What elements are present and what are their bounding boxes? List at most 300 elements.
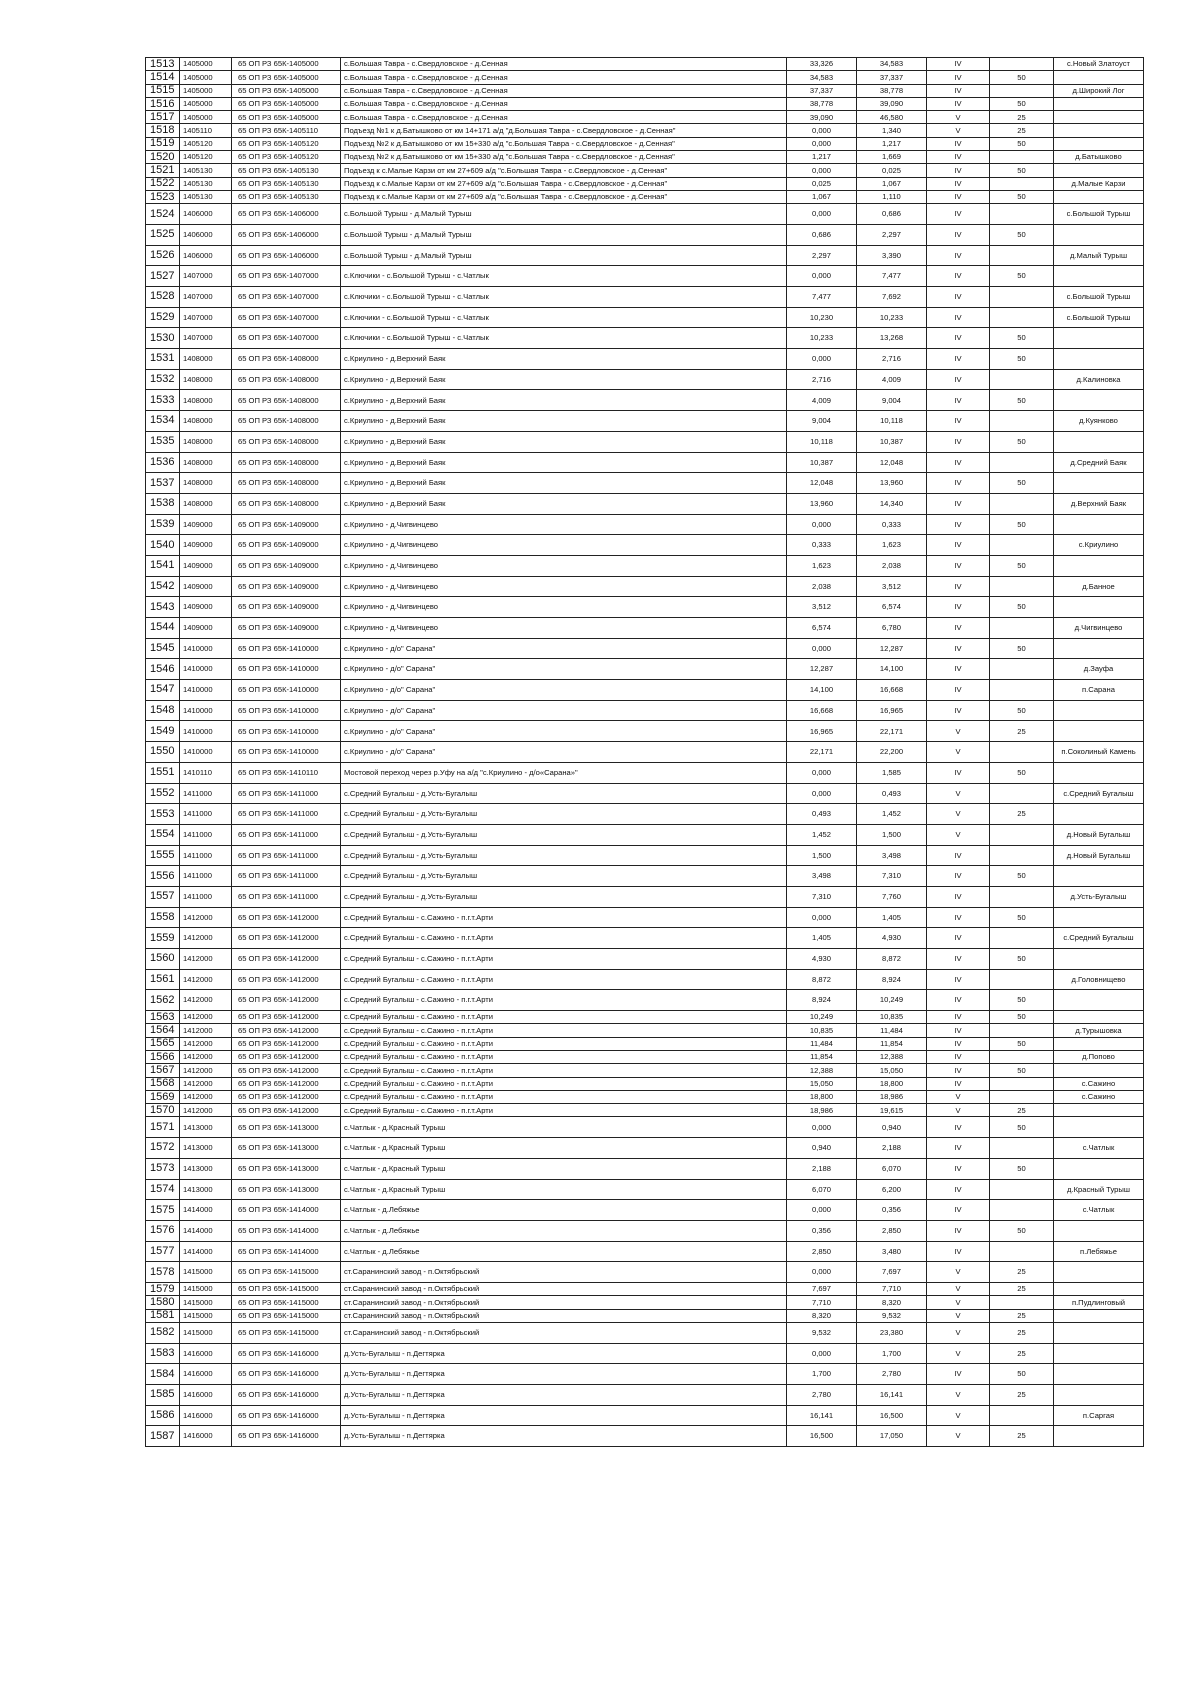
- road-code-cell: 65 ОП РЗ 65К-1411000: [232, 783, 341, 804]
- km-end-cell: 16,141: [857, 1384, 927, 1405]
- table-row: [146, 1309, 1144, 1322]
- row-number-cell: 1561: [146, 969, 180, 990]
- km-start-cell: 38,778: [787, 97, 857, 110]
- table-row: [146, 514, 1144, 535]
- km-end-cell: 16,965: [857, 700, 927, 721]
- road-category-cell: IV: [927, 97, 990, 110]
- table-row: [146, 824, 1144, 845]
- settlement-cell: [1054, 1364, 1144, 1385]
- speed-limit-cell: 50: [990, 328, 1054, 349]
- speed-limit-cell: [990, 1077, 1054, 1090]
- table-row: [146, 111, 1144, 124]
- km-end-cell: 0,686: [857, 204, 927, 225]
- speed-limit-cell: 50: [990, 137, 1054, 150]
- table-row: [146, 473, 1144, 494]
- speed-limit-cell: [990, 369, 1054, 390]
- road-code-cell: 65 ОП РЗ 65К-1416000: [232, 1405, 341, 1426]
- road-id-cell: 1405000: [180, 111, 232, 124]
- row-number-cell: 1581: [146, 1309, 180, 1322]
- table-row: [146, 1024, 1144, 1037]
- settlement-cell: с.Сажино: [1054, 1077, 1144, 1090]
- settlement-cell: п.Соколиный Камень: [1054, 742, 1144, 763]
- km-start-cell: 0,000: [787, 514, 857, 535]
- road-category-cell: V: [927, 804, 990, 825]
- km-start-cell: 16,668: [787, 700, 857, 721]
- km-start-cell: 1,700: [787, 1364, 857, 1385]
- row-number-cell: 1531: [146, 349, 180, 370]
- row-number-cell: 1579: [146, 1282, 180, 1295]
- settlement-cell: с.Чатлык: [1054, 1200, 1144, 1221]
- speed-limit-cell: [990, 452, 1054, 473]
- speed-limit-cell: 50: [990, 349, 1054, 370]
- speed-limit-cell: [990, 1179, 1054, 1200]
- road-category-cell: IV: [927, 886, 990, 907]
- row-number-cell: 1584: [146, 1364, 180, 1385]
- table-row: [146, 1117, 1144, 1138]
- table-row: [146, 1179, 1144, 1200]
- km-start-cell: 9,004: [787, 411, 857, 432]
- km-end-cell: 3,390: [857, 245, 927, 266]
- km-end-cell: 0,493: [857, 783, 927, 804]
- road-category-cell: IV: [927, 390, 990, 411]
- road-name-cell: с.Средний Бугалыш - д.Усть-Бугалыш: [341, 866, 787, 887]
- km-start-cell: 16,141: [787, 1405, 857, 1426]
- row-number-cell: 1518: [146, 124, 180, 137]
- settlement-cell: с.Сажино: [1054, 1090, 1144, 1103]
- road-id-cell: 1405000: [180, 71, 232, 84]
- km-start-cell: 1,623: [787, 555, 857, 576]
- road-category-cell: V: [927, 824, 990, 845]
- road-id-cell: 1406000: [180, 224, 232, 245]
- row-number-cell: 1566: [146, 1050, 180, 1063]
- road-name-cell: с.Большая Тавра - с.Свердловское - д.Сенная: [341, 58, 787, 71]
- speed-limit-cell: [990, 680, 1054, 701]
- road-code-cell: 65 ОП РЗ 65К-1405000: [232, 84, 341, 97]
- road-category-cell: V: [927, 1405, 990, 1426]
- speed-limit-cell: [990, 845, 1054, 866]
- road-id-cell: 1408000: [180, 431, 232, 452]
- road-id-cell: 1405130: [180, 177, 232, 190]
- km-start-cell: 34,583: [787, 71, 857, 84]
- settlement-cell: [1054, 907, 1144, 928]
- settlement-cell: с.Средний Бугалыш: [1054, 928, 1144, 949]
- table-row: [146, 97, 1144, 110]
- row-number-cell: 1528: [146, 287, 180, 308]
- speed-limit-cell: 50: [990, 1220, 1054, 1241]
- speed-limit-cell: 25: [990, 721, 1054, 742]
- table-row: [146, 431, 1144, 452]
- km-start-cell: 12,287: [787, 659, 857, 680]
- speed-limit-cell: [990, 411, 1054, 432]
- km-start-cell: 2,780: [787, 1384, 857, 1405]
- km-end-cell: 0,940: [857, 1117, 927, 1138]
- road-category-cell: IV: [927, 555, 990, 576]
- road-code-cell: 65 ОП РЗ 65К-1410000: [232, 700, 341, 721]
- row-number-cell: 1538: [146, 493, 180, 514]
- road-code-cell: 65 ОП РЗ 65К-1412000: [232, 1064, 341, 1077]
- table-row: [146, 411, 1144, 432]
- km-start-cell: 15,050: [787, 1077, 857, 1090]
- row-number-cell: 1569: [146, 1090, 180, 1103]
- table-row: [146, 1104, 1144, 1117]
- km-end-cell: 2,188: [857, 1138, 927, 1159]
- road-id-cell: 1409000: [180, 597, 232, 618]
- road-code-cell: 65 ОП РЗ 65К-1411000: [232, 886, 341, 907]
- road-id-cell: 1411000: [180, 866, 232, 887]
- speed-limit-cell: 25: [990, 1282, 1054, 1295]
- settlement-cell: [1054, 190, 1144, 203]
- road-id-cell: 1410000: [180, 742, 232, 763]
- road-id-cell: 1409000: [180, 514, 232, 535]
- km-end-cell: 16,668: [857, 680, 927, 701]
- km-end-cell: 2,297: [857, 224, 927, 245]
- speed-limit-cell: 50: [990, 431, 1054, 452]
- road-category-cell: IV: [927, 618, 990, 639]
- road-code-cell: 65 ОП РЗ 65К-1413000: [232, 1158, 341, 1179]
- settlement-cell: с.Криулино: [1054, 535, 1144, 556]
- table-row: [146, 369, 1144, 390]
- road-category-cell: IV: [927, 949, 990, 970]
- km-end-cell: 18,986: [857, 1090, 927, 1103]
- settlement-cell: с.Большой Турыш: [1054, 307, 1144, 328]
- row-number-cell: 1530: [146, 328, 180, 349]
- road-category-cell: IV: [927, 411, 990, 432]
- road-category-cell: IV: [927, 58, 990, 71]
- settlement-cell: [1054, 1322, 1144, 1343]
- table-row: [146, 224, 1144, 245]
- road-code-cell: 65 ОП РЗ 65К-1415000: [232, 1322, 341, 1343]
- road-name-cell: с.Криулино - д.Чигвинцево: [341, 555, 787, 576]
- km-end-cell: 38,778: [857, 84, 927, 97]
- km-start-cell: 10,249: [787, 1011, 857, 1024]
- road-id-cell: 1412000: [180, 907, 232, 928]
- km-start-cell: 2,188: [787, 1158, 857, 1179]
- road-name-cell: с.Ключики - с.Большой Турыш - с.Чатлык: [341, 328, 787, 349]
- table-row: [146, 1200, 1144, 1221]
- road-category-cell: V: [927, 783, 990, 804]
- settlement-cell: [1054, 1426, 1144, 1447]
- road-category-cell: IV: [927, 514, 990, 535]
- road-name-cell: с.Криулино - д/о" Сарана": [341, 700, 787, 721]
- row-number-cell: 1554: [146, 824, 180, 845]
- km-start-cell: 0,686: [787, 224, 857, 245]
- km-start-cell: 10,835: [787, 1024, 857, 1037]
- speed-limit-cell: [990, 969, 1054, 990]
- speed-limit-cell: 50: [990, 700, 1054, 721]
- table-row: [146, 928, 1144, 949]
- table-row: [146, 1064, 1144, 1077]
- row-number-cell: 1549: [146, 721, 180, 742]
- speed-limit-cell: 50: [990, 1364, 1054, 1385]
- km-start-cell: 10,230: [787, 307, 857, 328]
- road-name-cell: с.Средний Бугалыш - с.Сажино - п.г.т.Арти: [341, 907, 787, 928]
- road-id-cell: 1416000: [180, 1405, 232, 1426]
- road-code-cell: 65 ОП РЗ 65К-1405130: [232, 177, 341, 190]
- row-number-cell: 1533: [146, 390, 180, 411]
- km-start-cell: 39,090: [787, 111, 857, 124]
- road-code-cell: 65 ОП РЗ 65К-1407000: [232, 328, 341, 349]
- road-category-cell: IV: [927, 1117, 990, 1138]
- road-id-cell: 1412000: [180, 1037, 232, 1050]
- km-end-cell: 11,854: [857, 1037, 927, 1050]
- road-category-cell: IV: [927, 535, 990, 556]
- road-code-cell: 65 ОП РЗ 65К-1405110: [232, 124, 341, 137]
- km-start-cell: 3,512: [787, 597, 857, 618]
- table-row: [146, 535, 1144, 556]
- road-code-cell: 65 ОП РЗ 65К-1408000: [232, 473, 341, 494]
- row-number-cell: 1521: [146, 164, 180, 177]
- settlement-cell: [1054, 1220, 1144, 1241]
- road-code-cell: 65 ОП РЗ 65К-1412000: [232, 1011, 341, 1024]
- speed-limit-cell: [990, 1241, 1054, 1262]
- road-name-cell: с.Криулино - д.Чигвинцево: [341, 597, 787, 618]
- km-start-cell: 3,498: [787, 866, 857, 887]
- speed-limit-cell: 50: [990, 1158, 1054, 1179]
- settlement-cell: [1054, 1282, 1144, 1295]
- km-end-cell: 2,716: [857, 349, 927, 370]
- road-id-cell: 1412000: [180, 1024, 232, 1037]
- speed-limit-cell: 25: [990, 124, 1054, 137]
- road-id-cell: 1412000: [180, 1077, 232, 1090]
- road-id-cell: 1410000: [180, 721, 232, 742]
- row-number-cell: 1559: [146, 928, 180, 949]
- road-code-cell: 65 ОП РЗ 65К-1415000: [232, 1282, 341, 1295]
- road-name-cell: с.Криулино - д.Верхний Баяк: [341, 473, 787, 494]
- road-category-cell: IV: [927, 845, 990, 866]
- speed-limit-cell: 25: [990, 1343, 1054, 1364]
- km-end-cell: 19,615: [857, 1104, 927, 1117]
- row-number-cell: 1587: [146, 1426, 180, 1447]
- settlement-cell: [1054, 866, 1144, 887]
- row-number-cell: 1540: [146, 535, 180, 556]
- table-row: [146, 783, 1144, 804]
- road-id-cell: 1407000: [180, 328, 232, 349]
- speed-limit-cell: [990, 204, 1054, 225]
- road-name-cell: д.Усть-Бугалыш - п.Дегтярка: [341, 1405, 787, 1426]
- km-end-cell: 0,333: [857, 514, 927, 535]
- row-number-cell: 1586: [146, 1405, 180, 1426]
- speed-limit-cell: [990, 58, 1054, 71]
- row-number-cell: 1582: [146, 1322, 180, 1343]
- road-name-cell: с.Средний Бугалыш - с.Сажино - п.г.т.Арти: [341, 1064, 787, 1077]
- road-category-cell: IV: [927, 659, 990, 680]
- road-id-cell: 1412000: [180, 1104, 232, 1117]
- km-end-cell: 37,337: [857, 71, 927, 84]
- km-start-cell: 1,452: [787, 824, 857, 845]
- road-id-cell: 1410000: [180, 680, 232, 701]
- row-number-cell: 1529: [146, 307, 180, 328]
- settlement-cell: [1054, 1343, 1144, 1364]
- row-number-cell: 1546: [146, 659, 180, 680]
- road-id-cell: 1406000: [180, 245, 232, 266]
- km-start-cell: 0,000: [787, 1343, 857, 1364]
- speed-limit-cell: [990, 1050, 1054, 1063]
- road-id-cell: 1416000: [180, 1384, 232, 1405]
- speed-limit-cell: 25: [990, 1262, 1054, 1283]
- table-row: [146, 390, 1144, 411]
- km-start-cell: 12,048: [787, 473, 857, 494]
- km-end-cell: 3,512: [857, 576, 927, 597]
- km-end-cell: 9,532: [857, 1309, 927, 1322]
- km-end-cell: 3,480: [857, 1241, 927, 1262]
- road-code-cell: 65 ОП РЗ 65К-1409000: [232, 576, 341, 597]
- km-start-cell: 0,000: [787, 638, 857, 659]
- road-id-cell: 1408000: [180, 452, 232, 473]
- road-name-cell: с.Криулино - д/о" Сарана": [341, 721, 787, 742]
- table-row: [146, 124, 1144, 137]
- road-category-cell: V: [927, 721, 990, 742]
- road-id-cell: 1408000: [180, 349, 232, 370]
- speed-limit-cell: 25: [990, 111, 1054, 124]
- km-end-cell: 1,669: [857, 151, 927, 164]
- road-id-cell: 1412000: [180, 990, 232, 1011]
- road-category-cell: V: [927, 742, 990, 763]
- speed-limit-cell: [990, 886, 1054, 907]
- road-category-cell: IV: [927, 1200, 990, 1221]
- road-code-cell: 65 ОП РЗ 65К-1407000: [232, 287, 341, 308]
- road-id-cell: 1410000: [180, 638, 232, 659]
- row-number-cell: 1520: [146, 151, 180, 164]
- row-number-cell: 1574: [146, 1179, 180, 1200]
- speed-limit-cell: [990, 742, 1054, 763]
- table-row: [146, 287, 1144, 308]
- table-row: [146, 151, 1144, 164]
- km-start-cell: 0,025: [787, 177, 857, 190]
- road-id-cell: 1415000: [180, 1309, 232, 1322]
- road-name-cell: Подъезд к с.Малые Карзи от км 27+609 а/д "с.Большая Тавра - с.Свердловское - д.Сенная": [341, 190, 787, 203]
- road-code-cell: 65 ОП РЗ 65К-1408000: [232, 349, 341, 370]
- road-code-cell: 65 ОП РЗ 65К-1406000: [232, 245, 341, 266]
- row-number-cell: 1526: [146, 245, 180, 266]
- settlement-cell: [1054, 1158, 1144, 1179]
- km-start-cell: 16,500: [787, 1426, 857, 1447]
- row-number-cell: 1545: [146, 638, 180, 659]
- speed-limit-cell: 50: [990, 390, 1054, 411]
- km-start-cell: 0,000: [787, 1262, 857, 1283]
- row-number-cell: 1576: [146, 1220, 180, 1241]
- road-name-cell: с.Чатлык - д.Красный Турыш: [341, 1158, 787, 1179]
- settlement-cell: [1054, 137, 1144, 150]
- road-name-cell: ст.Саранинский завод - п.Октябрьский: [341, 1282, 787, 1295]
- road-code-cell: 65 ОП РЗ 65К-1408000: [232, 390, 341, 411]
- speed-limit-cell: 50: [990, 190, 1054, 203]
- road-category-cell: IV: [927, 680, 990, 701]
- road-code-cell: 65 ОП РЗ 65К-1409000: [232, 618, 341, 639]
- road-id-cell: 1413000: [180, 1158, 232, 1179]
- row-number-cell: 1535: [146, 431, 180, 452]
- table-row: [146, 266, 1144, 287]
- road-name-cell: с.Чатлык - д.Красный Турыш: [341, 1117, 787, 1138]
- road-id-cell: 1405130: [180, 164, 232, 177]
- speed-limit-cell: 50: [990, 866, 1054, 887]
- speed-limit-cell: 50: [990, 1064, 1054, 1077]
- road-name-cell: с.Средний Бугалыш - с.Сажино - п.г.т.Арти: [341, 1037, 787, 1050]
- km-start-cell: 0,000: [787, 164, 857, 177]
- km-end-cell: 1,217: [857, 137, 927, 150]
- settlement-cell: [1054, 597, 1144, 618]
- road-code-cell: 65 ОП РЗ 65К-1409000: [232, 555, 341, 576]
- speed-limit-cell: 25: [990, 1384, 1054, 1405]
- road-category-cell: IV: [927, 1064, 990, 1077]
- road-id-cell: 1405130: [180, 190, 232, 203]
- row-number-cell: 1585: [146, 1384, 180, 1405]
- table-row: [146, 576, 1144, 597]
- road-code-cell: 65 ОП РЗ 65К-1405130: [232, 190, 341, 203]
- road-code-cell: 65 ОП РЗ 65К-1416000: [232, 1384, 341, 1405]
- km-end-cell: 6,780: [857, 618, 927, 639]
- settlement-cell: п.Сарана: [1054, 680, 1144, 701]
- settlement-cell: д.Турышовка: [1054, 1024, 1144, 1037]
- settlement-cell: [1054, 638, 1144, 659]
- settlement-cell: д.Красный Турыш: [1054, 1179, 1144, 1200]
- km-start-cell: 0,000: [787, 349, 857, 370]
- road-id-cell: 1410110: [180, 762, 232, 783]
- settlement-cell: д.Чигвинцево: [1054, 618, 1144, 639]
- road-code-cell: 65 ОП РЗ 65К-1412000: [232, 1090, 341, 1103]
- road-id-cell: 1412000: [180, 1064, 232, 1077]
- row-number-cell: 1522: [146, 177, 180, 190]
- table-row: [146, 555, 1144, 576]
- table-row: [146, 1364, 1144, 1385]
- road-name-cell: с.Большая Тавра - с.Свердловское - д.Сенная: [341, 111, 787, 124]
- road-name-cell: с.Средний Бугалыш - с.Сажино - п.г.т.Арти: [341, 928, 787, 949]
- settlement-cell: [1054, 514, 1144, 535]
- km-end-cell: 4,930: [857, 928, 927, 949]
- road-code-cell: 65 ОП РЗ 65К-1412000: [232, 928, 341, 949]
- km-start-cell: 7,710: [787, 1296, 857, 1309]
- table-row: [146, 990, 1144, 1011]
- road-category-cell: V: [927, 1322, 990, 1343]
- km-end-cell: 15,050: [857, 1064, 927, 1077]
- row-number-cell: 1517: [146, 111, 180, 124]
- road-category-cell: IV: [927, 473, 990, 494]
- road-category-cell: V: [927, 1262, 990, 1283]
- road-id-cell: 1412000: [180, 928, 232, 949]
- road-code-cell: 65 ОП РЗ 65К-1414000: [232, 1220, 341, 1241]
- speed-limit-cell: 50: [990, 1117, 1054, 1138]
- settlement-cell: [1054, 390, 1144, 411]
- speed-limit-cell: [990, 177, 1054, 190]
- road-category-cell: IV: [927, 493, 990, 514]
- road-category-cell: IV: [927, 224, 990, 245]
- row-number-cell: 1572: [146, 1138, 180, 1159]
- road-name-cell: с.Средний Бугалыш - с.Сажино - п.г.т.Арти: [341, 1077, 787, 1090]
- km-start-cell: 11,484: [787, 1037, 857, 1050]
- km-start-cell: 33,326: [787, 58, 857, 71]
- row-number-cell: 1527: [146, 266, 180, 287]
- road-code-cell: 65 ОП РЗ 65К-1405000: [232, 111, 341, 124]
- row-number-cell: 1556: [146, 866, 180, 887]
- road-category-cell: IV: [927, 928, 990, 949]
- km-end-cell: 2,780: [857, 1364, 927, 1385]
- speed-limit-cell: [990, 535, 1054, 556]
- road-category-cell: IV: [927, 576, 990, 597]
- road-name-cell: с.Большая Тавра - с.Свердловское - д.Сенная: [341, 84, 787, 97]
- road-category-cell: IV: [927, 866, 990, 887]
- road-name-cell: с.Криулино - д.Верхний Баяк: [341, 493, 787, 514]
- speed-limit-cell: [990, 307, 1054, 328]
- km-end-cell: 7,697: [857, 1262, 927, 1283]
- road-code-cell: 65 ОП РЗ 65К-1412000: [232, 1104, 341, 1117]
- road-category-cell: IV: [927, 287, 990, 308]
- road-id-cell: 1411000: [180, 845, 232, 866]
- km-start-cell: 12,388: [787, 1064, 857, 1077]
- road-category-cell: IV: [927, 907, 990, 928]
- km-start-cell: 0,000: [787, 783, 857, 804]
- road-name-cell: с.Криулино - д.Верхний Баяк: [341, 431, 787, 452]
- km-start-cell: 11,854: [787, 1050, 857, 1063]
- road-name-cell: ст.Саранинский завод - п.Октябрьский: [341, 1309, 787, 1322]
